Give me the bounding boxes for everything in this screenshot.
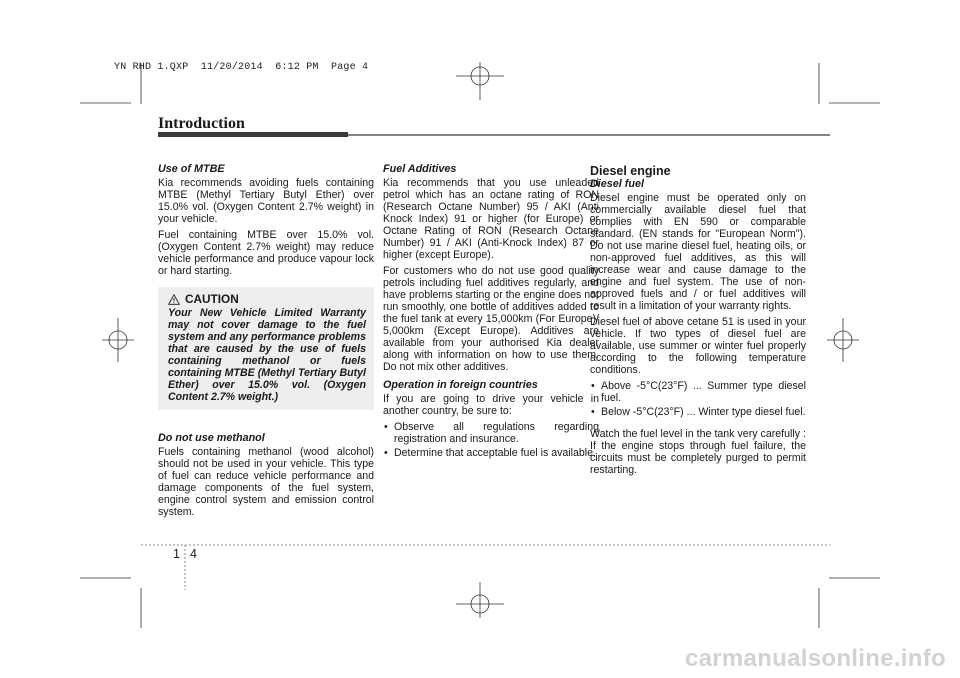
fuel-additives-paragraph-1: Kia recommends that you use unleaded petrol which has an octane rating of RON (Research Octane Number) 95 / AKI (Anti Knock Index) 91 or higher (for Europe) or Octane Rating of RON (Research Octane Number) 91 / AKI (Anti-Knock Index) 87 or higher (except Europe). [383, 177, 599, 261]
foreign-countries-heading: Operation in foreign countries [383, 379, 538, 391]
list-item-text: Above -5°C(23°F) ... Summer type diesel fuel. [601, 380, 806, 404]
list-item [383, 421, 599, 445]
column-middle [383, 163, 599, 463]
registration-mark-top [456, 62, 504, 100]
mtbe-paragraph-2: Fuel containing MTBE over 15.0% vol. (Oxygen Content 2.7% weight) may reduce vehicle performance and produce vapour lock or hard starting. [158, 229, 374, 277]
column-left [158, 163, 374, 522]
caution-box [158, 287, 374, 410]
column-right [590, 163, 806, 480]
caution-title: CAUTION [185, 292, 239, 306]
list-item-text: Determine that acceptable fuel is available. [394, 447, 596, 459]
foreign-countries-paragraph: If you are going to drive your vehicle in another country, be sure to: [383, 393, 599, 417]
caution-text: Your New Vehicle Limited Warranty may not cover damage to the fuel system and any performance problems that are caused by the use of fuels containing methanol or fuels containing MTBE (Methyl Tertiary Butyl Ether) over 15.0% vol. (Oxygen Content 2.7% weight.) [168, 307, 366, 403]
bullet-dot: • [384, 447, 388, 459]
fuel-additives-heading: Fuel Additives [383, 163, 457, 175]
diesel-engine-heading: Diesel engine [590, 164, 671, 178]
list-item-text: Observe all regulations regarding registration and insurance. [394, 421, 599, 445]
registration-mark-left [102, 318, 134, 362]
list-item [383, 447, 599, 459]
mtbe-paragraph-1: Kia recommends avoiding fuels containing MTBE (Methyl Tertiary Butyl Ether) over 15.0% vol. (Oxygen Content 2.7% weight) in your vehicle. [158, 177, 374, 225]
list-item [590, 406, 806, 418]
warning-triangle-icon [168, 294, 180, 305]
mtbe-heading: Use of MTBE [158, 163, 225, 175]
diesel-paragraph-3: Watch the fuel level in the tank very carefully : If the engine stops through fuel failure, the circuits must be completely purged to permit restarting. [590, 428, 806, 476]
diesel-paragraph-2: Diesel fuel of above cetane 51 is used in your vehicle. If two types of diesel fuel are available, use summer or winter fuel properly according to the following temperature conditions. [590, 316, 806, 376]
registration-mark-bottom [456, 582, 504, 618]
diesel-fuel-heading: Diesel fuel [590, 178, 645, 190]
bullet-dot: • [591, 380, 595, 392]
foreign-countries-list [383, 421, 599, 459]
page-section-title: Introduction [158, 115, 245, 132]
registration-mark-right [827, 318, 859, 362]
list-item [590, 380, 806, 404]
methanol-paragraph: Fuels containing methanol (wood alcohol) should not be used in your vehicle. This type of fuel can reduce vehicle performance and damage components of the fuel system, engine control system and emission control system. [158, 446, 374, 518]
page-number: 4 [190, 547, 197, 561]
list-item-text: Below -5°C(23°F) ... Winter type diesel fuel. [601, 406, 806, 418]
fuel-additives-paragraph-2: For customers who do not use good quality petrols including fuel additives regularly, and have problems starting or the engine does not run smoothly, one bottle of additives added to the fuel tank at every 15,000km (For Europe)/ 5,000km (Except Europe). Additives are available from your authorised Kia dealer along with information on how to use them. Do not mix other additives. [383, 265, 599, 373]
bullet-dot: • [384, 421, 388, 433]
chapter-number: 1 [173, 547, 180, 561]
bullet-dot: • [591, 406, 595, 418]
caution-header [168, 293, 366, 305]
print-slug: YN RHD 1.QXP 11/20/2014 6:12 PM Page 4 [114, 62, 369, 73]
diesel-paragraph-1: Diesel engine must be operated only on commercially available diesel fuel that complies with EN 590 or comparable standard. (EN stands for "European Norm"). Do not use marine diesel fuel, heating oils, or non-approved fuel additives, as this will increase wear and cause damage to the engine and fuel system. The use of non-approved fuels and / or fuel additives will result in a limitation of your warranty rights. [590, 192, 806, 312]
methanol-heading: Do not use methanol [158, 432, 265, 444]
temperature-list [590, 380, 806, 418]
site-watermark: carmanualsonline.info [684, 645, 946, 672]
